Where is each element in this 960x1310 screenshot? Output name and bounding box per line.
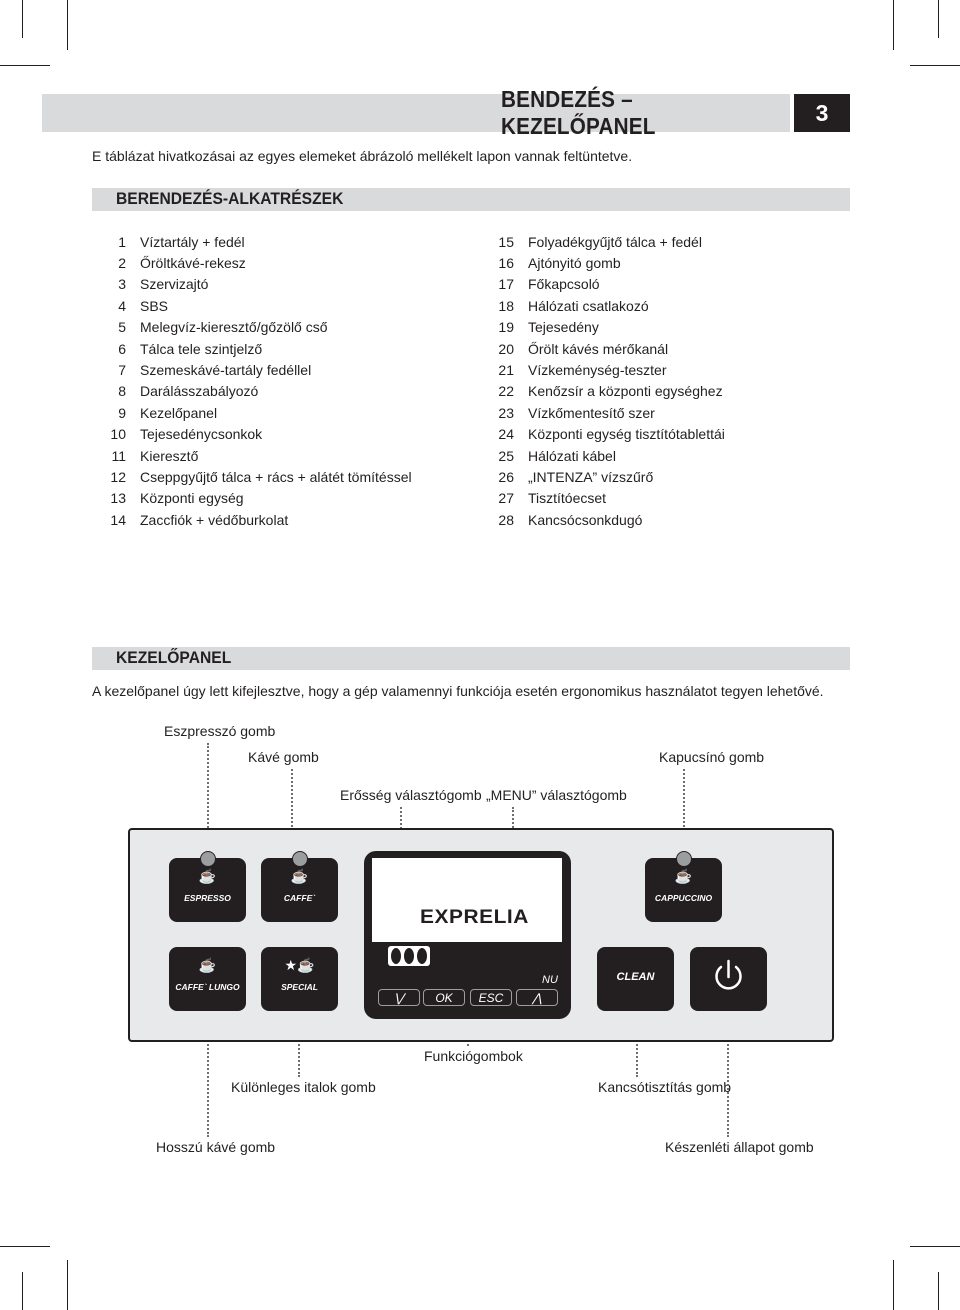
part-number: 6 bbox=[118, 340, 126, 357]
part-name: Kieresztő bbox=[140, 447, 199, 464]
indicator-led bbox=[676, 851, 692, 867]
callout-standby: Készenléti állapot gomb bbox=[665, 1139, 814, 1155]
part-name: Vízkőmentesítő szer bbox=[528, 404, 655, 421]
callout-special: Különleges italok gomb bbox=[231, 1079, 376, 1095]
part-name: Folyadékgyűjtő tálca + fedél bbox=[528, 233, 702, 250]
list-item bbox=[104, 509, 412, 530]
part-name: Melegvíz-kieresztő/gőzölő cső bbox=[140, 319, 328, 336]
list-item bbox=[104, 338, 412, 359]
part-number: 24 bbox=[498, 426, 514, 443]
indicator-led bbox=[292, 851, 308, 867]
list-item bbox=[104, 295, 412, 316]
cappuccino-cup-icon: ☕ bbox=[674, 868, 693, 884]
part-name: „INTENZA” vízszűrő bbox=[528, 468, 654, 485]
part-name: Központi egység bbox=[140, 490, 244, 507]
special-button-label: SPECIAL bbox=[281, 982, 318, 992]
up-button[interactable]: ⋀ bbox=[516, 989, 558, 1006]
espresso-button[interactable] bbox=[169, 858, 246, 922]
part-number: 8 bbox=[118, 383, 126, 400]
crop-mark bbox=[0, 65, 50, 66]
part-number: 14 bbox=[110, 511, 126, 528]
part-name: Kezelőpanel bbox=[140, 404, 218, 421]
part-number: 21 bbox=[498, 362, 514, 379]
callout-carafe-clean: Kancsótisztítás gomb bbox=[598, 1079, 732, 1095]
list-item bbox=[496, 381, 725, 402]
part-number: 20 bbox=[498, 340, 514, 357]
part-name: Darálásszabályozó bbox=[140, 383, 259, 400]
part-name: Víztartály + fedél bbox=[140, 233, 245, 250]
part-name: Szemeskávé-tartály fedéllel bbox=[140, 362, 312, 379]
part-number: 12 bbox=[110, 468, 126, 485]
callout-espresso: Eszpresszó gomb bbox=[164, 723, 276, 739]
callout-cappuccino: Kapucsínó gomb bbox=[659, 749, 765, 765]
part-number: 5 bbox=[118, 319, 126, 336]
part-number: 26 bbox=[498, 468, 514, 485]
page-title: BENDEZÉS – KEZELŐPANEL bbox=[501, 86, 656, 139]
list-item bbox=[104, 317, 412, 338]
coffee-button-label: CAFFE` bbox=[283, 893, 316, 903]
part-number: 28 bbox=[498, 511, 514, 528]
part-number: 17 bbox=[498, 276, 514, 293]
intro-text: E táblázat hivatkozásai az egyes elemeket ábrázoló mellékelt lapon vannak feltüntetve. bbox=[92, 148, 633, 164]
parts-list-left bbox=[104, 231, 412, 530]
down-button[interactable]: ⋁ bbox=[378, 989, 420, 1006]
part-name: Központi egység tisztítótablettái bbox=[528, 426, 725, 443]
part-number: 1 bbox=[118, 233, 126, 250]
ok-button[interactable]: OK bbox=[423, 989, 465, 1006]
list-item bbox=[496, 402, 725, 423]
list-item bbox=[104, 445, 412, 466]
part-name: Kenőzsír a központi egységhez bbox=[528, 383, 723, 400]
star-cup-icon: ★☕ bbox=[284, 957, 315, 973]
part-name: Őröltkávé-rekesz bbox=[140, 255, 246, 272]
list-item bbox=[496, 488, 725, 509]
part-name: Ajtónyitó gomb bbox=[528, 255, 621, 272]
list-item bbox=[496, 231, 725, 252]
crop-mark bbox=[938, 1272, 939, 1310]
part-number: 3 bbox=[118, 276, 126, 293]
part-number: 19 bbox=[498, 319, 514, 336]
list-item bbox=[496, 338, 725, 359]
part-name: Tejesedénycsonkok bbox=[140, 426, 263, 443]
esc-button[interactable]: ESC bbox=[470, 989, 512, 1006]
part-number: 16 bbox=[498, 255, 514, 272]
list-item bbox=[496, 295, 725, 316]
brand-logo: EXPRELIA bbox=[420, 907, 529, 928]
cup-icon: ☕ bbox=[198, 957, 217, 973]
chapter-number: 3 bbox=[794, 94, 850, 132]
power-icon bbox=[690, 947, 767, 1011]
part-number: 27 bbox=[498, 490, 514, 507]
list-item bbox=[104, 466, 412, 487]
callout-coffee: Kávé gomb bbox=[248, 749, 319, 765]
part-number: 4 bbox=[118, 297, 126, 314]
list-item bbox=[104, 381, 412, 402]
bean-icon bbox=[388, 946, 430, 966]
list-item bbox=[104, 274, 412, 295]
coffee-button[interactable] bbox=[261, 858, 338, 922]
list-item bbox=[496, 466, 725, 487]
part-name: Zaccfiók + védőburkolat bbox=[140, 511, 289, 528]
part-number: 7 bbox=[118, 362, 126, 379]
part-name: Őrölt kávés mérőkanál bbox=[528, 340, 669, 357]
crop-mark bbox=[22, 0, 23, 38]
espresso-button-label: ESPRESSO bbox=[184, 893, 231, 903]
cup-icon: ☕ bbox=[198, 868, 217, 884]
display-screen bbox=[372, 858, 562, 942]
list-item bbox=[496, 359, 725, 380]
section-title-panel: KEZELŐPANEL bbox=[116, 648, 232, 667]
list-item bbox=[104, 252, 412, 273]
list-item bbox=[496, 424, 725, 445]
long-coffee-button[interactable] bbox=[169, 947, 246, 1011]
cappuccino-button[interactable] bbox=[645, 858, 722, 922]
carafe-clean-button[interactable] bbox=[597, 947, 674, 1011]
cup-icon: ☕ bbox=[290, 868, 309, 884]
part-number: 23 bbox=[498, 404, 514, 421]
part-name: Szervizajtó bbox=[140, 276, 209, 293]
list-item bbox=[104, 488, 412, 509]
list-item bbox=[496, 509, 725, 530]
clean-button-label: CLEAN bbox=[616, 971, 655, 983]
part-number: 2 bbox=[118, 255, 126, 272]
part-number: 18 bbox=[498, 297, 514, 314]
list-item bbox=[496, 317, 725, 338]
part-number: 22 bbox=[498, 383, 514, 400]
part-number: 15 bbox=[498, 233, 514, 250]
cappuccino-button-label: CAPPUCCINO bbox=[654, 893, 713, 903]
crop-mark bbox=[0, 1246, 50, 1247]
special-button[interactable] bbox=[261, 947, 338, 1011]
list-item bbox=[104, 231, 412, 252]
list-item bbox=[104, 359, 412, 380]
crop-mark bbox=[67, 0, 68, 50]
list-item bbox=[104, 402, 412, 423]
part-number: 25 bbox=[498, 447, 514, 464]
part-number: 9 bbox=[118, 404, 126, 421]
part-name: SBS bbox=[140, 297, 169, 314]
part-name: Hálózati kábel bbox=[528, 447, 616, 464]
list-item bbox=[104, 424, 412, 445]
crop-mark bbox=[910, 1246, 960, 1247]
crop-mark bbox=[22, 1272, 23, 1310]
part-name: Tejesedény bbox=[528, 319, 599, 336]
crop-mark bbox=[893, 0, 894, 50]
list-item bbox=[496, 274, 725, 295]
part-name: Tisztítóecset bbox=[528, 490, 607, 507]
part-number: 10 bbox=[110, 426, 126, 443]
part-name: Főkapcsoló bbox=[528, 276, 600, 293]
section-title-parts: BERENDEZÉS-ALKATRÉSZEK bbox=[116, 189, 344, 208]
list-item bbox=[496, 252, 725, 273]
panel-description: A kezelőpanel úgy lett kifejlesztve, hogy a gép valamennyi funkciója esetén ergonomikus használatot tegyen lehetővé. bbox=[92, 683, 824, 699]
parts-list-right bbox=[496, 231, 725, 530]
part-name: Cseppgyűjtő tálca + rács + alátét tömítéssel bbox=[140, 468, 412, 485]
standby-button[interactable] bbox=[690, 947, 767, 1011]
crop-mark bbox=[910, 65, 960, 66]
part-name: Vízkeménység-teszter bbox=[528, 362, 667, 379]
long-coffee-button-label: CAFFE` LUNGO bbox=[175, 982, 240, 992]
crop-mark bbox=[67, 1260, 68, 1310]
callout-strength: Erősség választógomb bbox=[340, 787, 482, 803]
crop-mark bbox=[938, 0, 939, 38]
part-name: Kancsócsonkdugó bbox=[528, 511, 643, 528]
part-number: 13 bbox=[110, 490, 126, 507]
indicator-led bbox=[200, 851, 216, 867]
menu-fragment: NU bbox=[542, 974, 558, 986]
strength-indicator bbox=[388, 946, 430, 966]
part-name: Tálca tele szintjelző bbox=[140, 340, 263, 357]
callout-menu: „MENU” választógomb bbox=[486, 787, 627, 803]
crop-mark bbox=[893, 1260, 894, 1310]
list-item bbox=[496, 445, 725, 466]
part-number: 11 bbox=[111, 447, 126, 464]
callout-functions: Funkciógombok bbox=[424, 1048, 523, 1064]
callout-long-coffee: Hosszú kávé gomb bbox=[156, 1139, 276, 1155]
part-name: Hálózati csatlakozó bbox=[528, 297, 649, 314]
